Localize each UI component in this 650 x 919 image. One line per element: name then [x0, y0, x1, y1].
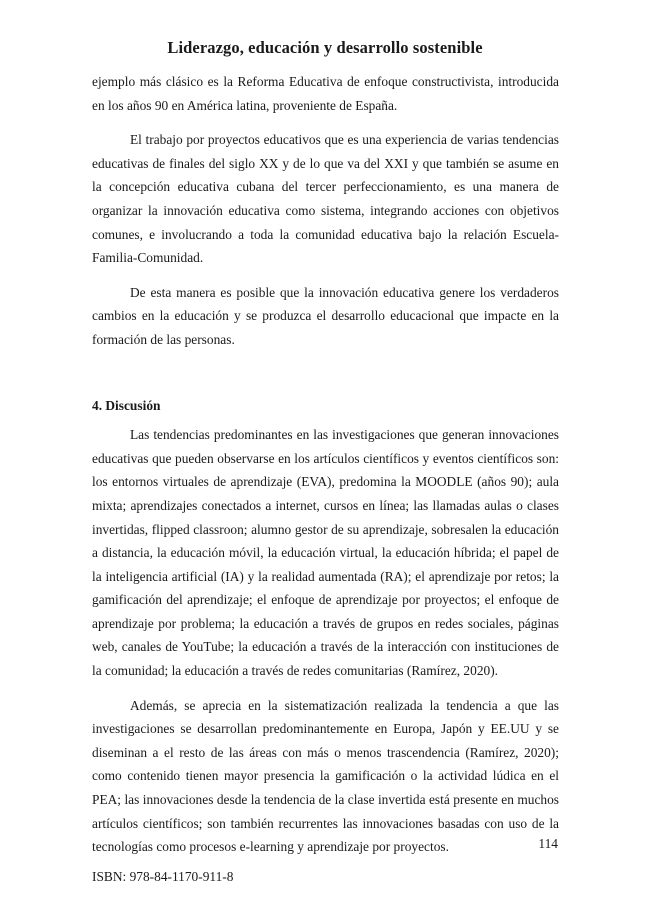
page-number: 114	[538, 836, 558, 851]
paragraph-continuation: ejemplo más clásico es la Reforma Educativa de enfoque constructivista, introducida en los años 90 en América latina, proveniente de España.	[92, 74, 559, 113]
paragraph-proyectos: El trabajo por proyectos educativos que es una experiencia de varias tendencias educativas de finales del siglo XX y de lo que va del XXI y que también se asume en la concepción educativa cubana del tercer perfeccionamiento, es una manera de organizar la innovación educativa como sistema, integrando acciones con objetivos comunes, e involucrando a toda la comunidad educativa bajo la relación Escuela-Familia-Comunidad.	[92, 132, 559, 266]
paragraph-tendencias: Las tendencias predominantes en las investigaciones que generan innovaciones educativas que pueden observarse en los artículos científicos y eventos científicos son: los entornos virtuales de aprendizaje (EVA), predomina la MOODLE (años 90); aula mixta; aprendizajes conectados a internet, cursos en línea; las llamadas aulas o clases invertidas, flipped classroon; alumno gestor de su aprendizaje, sobresalen la educación a distancia, la educación móvil, la educación virtual, la educación híbrida; el papel de la inteligencia artificial (IA) y la realidad aumentada (RA); el aprendizaje por retos; la gamificación del aprendizaje; el enfoque de aprendizaje por proyectos; el enfoque de aprendizaje por problema; la educación a través de grupos en redes sociales, páginas web, canales de YouTube; la educación a través de la interacción con instituciones de la comunidad; la educación a través de redes comunitarias (Ramírez, 2020).	[92, 427, 559, 679]
running-header-title: Liderazgo, educación y desarrollo sostenible	[167, 38, 483, 57]
body-text	[92, 70, 559, 859]
paragraph-ademas: Además, se aprecia en la sistematización realizada la tendencia a que las investigaciones se desarrollan predominantemente en Europa, Japón y EE.UU y se diseminan a el resto de las áreas con más o menos trascendencia (Ramírez, 2020); como contenido tienen mayor presencia la gamificación o la actividad lúdica en el PEA; las innovaciones desde la tendencia de la clase invertida está presente en muchos artículos científicos; son también recurrentes las innovaciones basadas con uso de la tecnologías como procesos e-learning y aprendizaje por proyectos.	[92, 697, 559, 855]
isbn-footer: ISBN: 978-84-1170-911-8	[92, 869, 234, 884]
paragraph-innovacion: De esta manera es posible que la innovación educativa genere los verdaderos cambios en la educación y se produzca el desarrollo educacional que impacte en la formación de las personas.	[92, 284, 559, 347]
section-heading-discusion: 4. Discusión	[92, 397, 161, 413]
